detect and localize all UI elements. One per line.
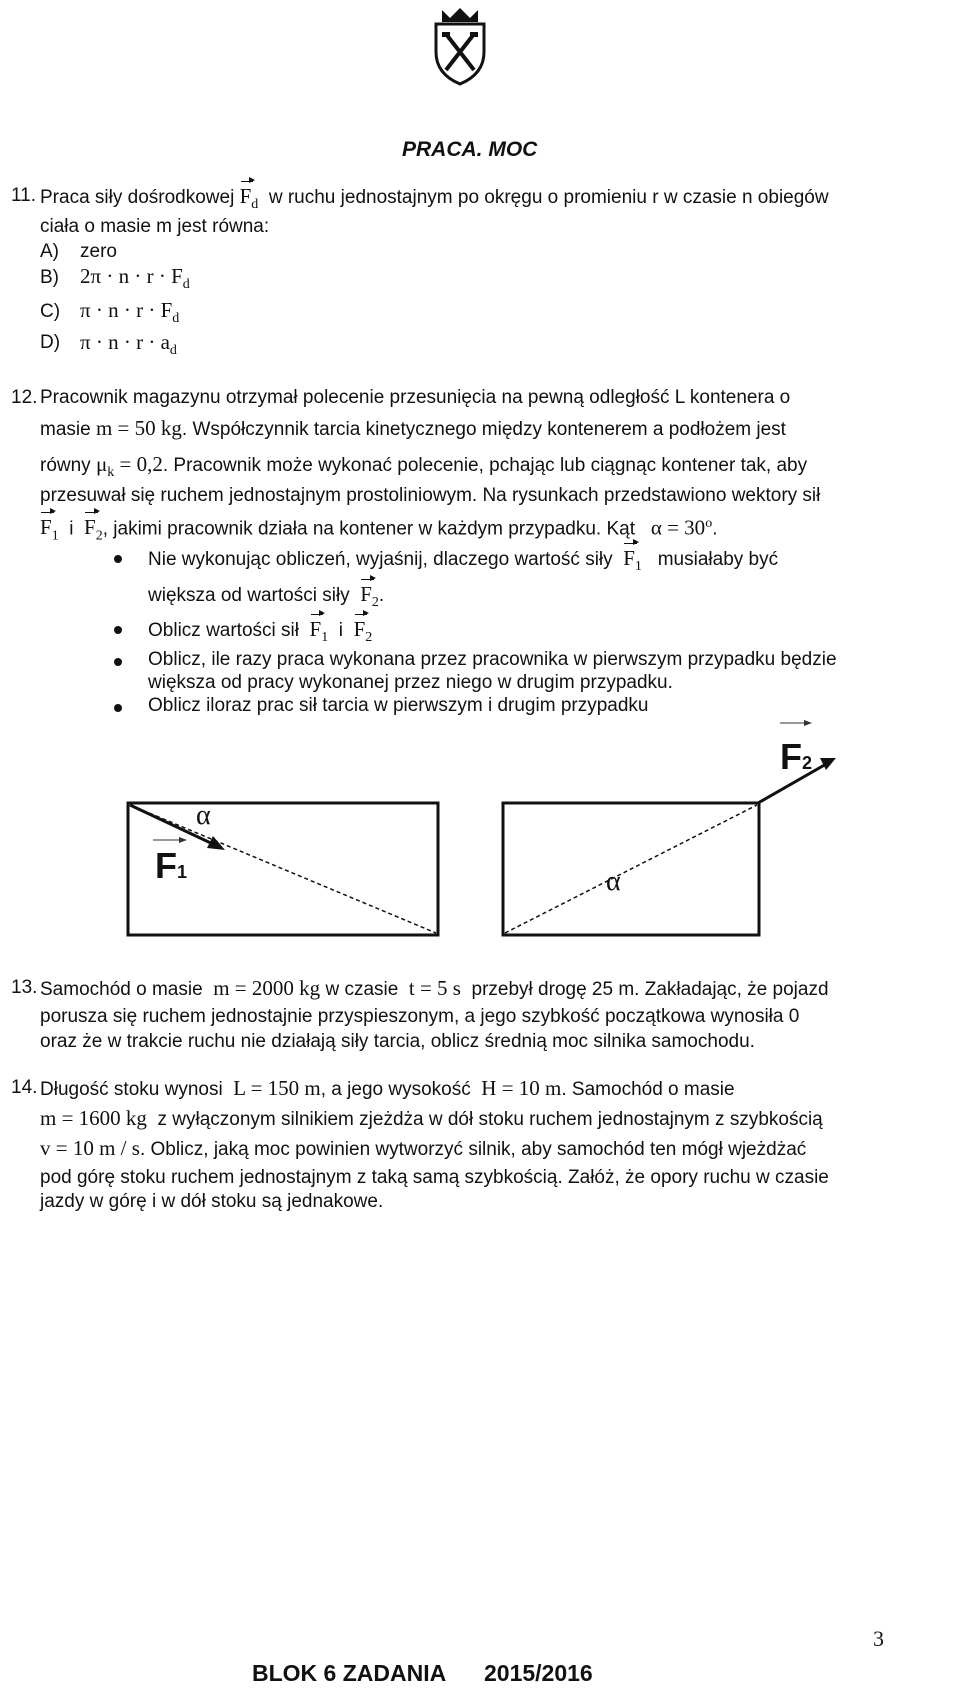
q12-number: 12. [11,387,38,408]
q11-opt-c-label: C) [40,301,61,322]
q13-line2: porusza się ruchem jednostajnie przyspieszonym, a jego szybkość początkowa wynosiła 0 [40,1006,800,1027]
f2-label-arrowhead [804,720,812,726]
q12-line2-a: masie [40,419,91,440]
q13-text-c: przebył drogę 25 m. Zakładając, że pojazd [471,979,829,1000]
q11-opt-d-label: D) [40,332,61,353]
q12-b2-f2-sub: 2 [365,630,373,645]
fig2-force-symbol: F [780,736,802,777]
q11-opt-b-sub: d [182,277,190,292]
q11-force-sub: d [251,197,259,212]
q11-force-vector: F [239,184,252,208]
f2-arrowhead [820,758,836,770]
q11-opt-b-label: B) [40,267,59,288]
crest-logo [428,6,492,86]
q11-opt-c-expr: π · n · r · F [80,298,173,322]
fig1-force-symbol: F [155,845,177,886]
q11-text-a: Praca siły dośrodkowej [40,187,235,208]
q12-angle-deg: o [705,516,713,531]
q13-number: 13. [11,977,38,998]
q11-opt-b-expr: 2π · n · r · F [80,264,183,288]
fig1-angle-label: α [196,800,211,831]
q12-b1-text-a: Nie wykonując obliczeń, wyjaśnij, dlaczego wartość siły [148,549,613,570]
q14-line1 [40,1076,735,1102]
q12-b2-f2-vector: F [353,617,366,641]
q13-text-b: w czasie [325,979,399,1000]
fig2-angle-label: α [606,866,621,897]
q12-f1-vector: F [40,515,52,540]
q12-line3-a: równy [40,455,91,476]
q12-mass-expr: m = 50 kg [95,416,182,440]
q14-text-d: z wyłączonym silnikiem zjeżdża w dół stoku ruchem jednostajnym z szybkością [157,1109,823,1130]
fig1-force-sub: 1 [177,862,188,882]
q13-mass-expr: m = 2000 kg [213,976,321,1000]
q12-line5-b: , jakimi pracownik działa na kontener w każdym przypadku. Kąt [102,518,635,540]
q11-opt-d-expr: π · n · r · a [80,330,170,354]
q14-line5: jazdy w górę i w dół stoku są jednakowe. [40,1191,384,1212]
q12-bullet3-line1: Oblicz, ile razy praca wykonana przez pracownika w pierwszym przypadku będzie [148,649,837,670]
f1-label-arrowhead [179,837,187,843]
q12-b1-f2-vector: F [360,582,372,606]
q14-line3 [40,1136,806,1162]
q11-line2: ciała o masie m jest równa: [40,216,270,237]
q12-line5 [40,512,717,548]
bullet-3 [114,658,122,666]
q14-text-a: Długość stoku wynosi [40,1079,223,1100]
q12-b2-f1-sub: 1 [321,630,329,645]
q12-b2-f1-vector: F [309,617,322,641]
q13-text-a: Samochód o masie [40,979,203,1000]
q12-bullet3-line2: większa od pracy wykonanej przez niego w drugim przypadku. [148,672,673,693]
q12-conj-i: i [69,518,74,540]
q12-line1: Pracownik magazynu otrzymał polecenie przesunięcia na pewną odległość L kontenera o [40,387,791,408]
q13-line1 [40,976,829,1002]
q12-line4: przesuwał się ruchem jednostajnym prostoliniowym. Na rysunkach przedstawiono wektory sił [40,485,821,506]
q12-bullet1-line1 [148,546,778,579]
q12-b1-f1-sub: 1 [634,559,642,574]
q12-b2-conj-i: i [338,620,344,641]
q12-bullet4: Oblicz iloraz prac sił tarcia w pierwszym i drugim przypadku [148,695,649,716]
q11-opt-c [80,298,179,331]
bullet-4 [114,704,122,712]
bullet-1 [114,555,122,563]
q11-opt-a-text: zero [80,241,117,262]
q14-text-c: . Samochód o masie [561,1079,735,1100]
q14-line2 [40,1106,823,1132]
q11-opt-c-sub: d [172,311,180,326]
q11-text-b: w ruchu jednostajnym po okręgu o promieniu r w czasie n obiegów [268,187,829,208]
q12-line2-b: . Współczynnik tarcia kinetycznego między kontenerem a podłożem jest [181,419,786,440]
fig1-force-label [155,845,187,887]
q13-line3: oraz że w trakcie ruchu nie działają siły tarcia, oblicz średnią moc silnika samochodu. [40,1031,755,1052]
q14-mass-expr: m = 1600 kg [40,1106,147,1130]
footer-year: 2015/2016 [484,1660,593,1686]
q12-mu-value: = 0,2 [119,452,163,476]
page-title: PRACA. MOC [402,138,538,161]
q12-f1-sub: 1 [51,528,59,544]
q14-number: 14. [11,1077,38,1098]
q12-line3-b: . Pracownik może wykonać polecenie, pchając lub ciągnąc kontener tak, aby [162,455,808,476]
q12-mu-symbol: μ [95,452,108,476]
q11-opt-a-label: A) [40,241,59,262]
q12-mu-sub: k [107,465,115,480]
q11-opt-b [80,264,190,297]
q12-b1-period: . [378,585,385,606]
q12-angle-expr: α = 30 [650,515,706,540]
q12-b2-text: Oblicz wartości sił [148,620,299,641]
q12-f2-sub: 2 [95,528,103,544]
q12-f2-vector: F [84,515,96,540]
q12-line2 [40,416,786,442]
q11-number: 11. [11,185,37,206]
q14-length-expr: L = 150 m [233,1076,321,1100]
q12-line3 [40,452,807,485]
diagonal-dashed-line-2 [505,805,757,933]
q12-b1-text-c: większa od wartości siły [148,585,350,606]
q14-height-expr: H = 10 m [481,1076,562,1100]
q11-line1 [40,184,829,217]
fig2-force-sub: 2 [802,753,813,773]
page-number: 3 [873,1626,884,1651]
q14-text-e: . Oblicz, jaką moc powinien wytworzyć silnik, aby samochód ten mógł wjeżdżać [139,1139,807,1160]
q12-bullet2 [148,617,372,650]
q14-text-b: , a jego wysokość [320,1079,471,1100]
q12-bullet1-line2 [148,582,384,615]
q14-speed-expr: v = 10 m / s [40,1136,140,1160]
q12-b1-f2-sub: 2 [371,595,379,610]
q12-b1-f1-vector: F [623,546,635,570]
q11-opt-d-sub: d [169,343,177,358]
q13-time-expr: t = 5 s [408,976,461,1000]
footer-block-label: BLOK 6 ZADANIA [252,1660,447,1686]
fig2-force-label [780,736,812,778]
q12-period: . [712,518,718,540]
q14-line4: pod górę stoku ruchem jednostajnym z taką samą szybkością. Załóż, że opory ruchu w czasie [40,1167,829,1188]
q11-opt-d [80,330,177,363]
q12-b1-text-b: musiałaby być [657,549,779,570]
bullet-2 [114,626,122,634]
